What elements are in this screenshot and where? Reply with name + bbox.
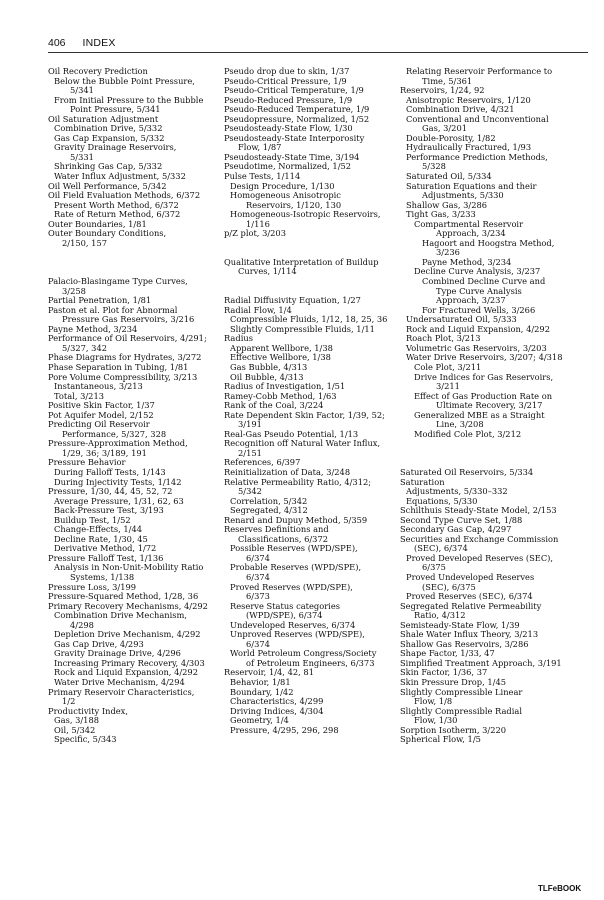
index-subentry: 5/342 [238, 486, 262, 497]
index-subentry: Change-Effects, 1/44 [54, 524, 143, 535]
index-entry: Pseudo-Critical Temperature, 1/9 [224, 85, 364, 96]
index-subentry: Gas Cap Drive, 4/293 [54, 638, 144, 649]
index-subentry: For Fractured Wells, 3/266 [422, 304, 536, 315]
index-subentry: Ultimate Recovery, 3/217 [436, 400, 543, 411]
index-subentry: Payne Method, 3/234 [422, 256, 512, 267]
index-subentry: Classifications, 6/372 [238, 533, 329, 544]
spacer [224, 277, 396, 287]
index-subentry: Segregated, 4/312 [230, 505, 308, 516]
index-entry: Pulse Tests, 1/114 [224, 171, 301, 182]
index-subentry: Boundary, 1/42 [230, 686, 294, 697]
index-entry: Radius [224, 333, 253, 344]
index-subentry: Double-Porosity, 1/82 [406, 132, 496, 143]
index-subentry: Total, 3/213 [54, 390, 105, 401]
index-subentry: 2/150, 157 [62, 237, 108, 248]
page-header [48, 37, 588, 53]
index-entry: Oil Recovery Prediction [48, 66, 148, 76]
index-entry: Simplified Treatment Approach, 3/191 [400, 657, 562, 668]
index-subentry: Water Drive Reservoirs, 3/207; 4/318 [406, 352, 563, 363]
index-subentry: (SEC), 6/375 [422, 581, 476, 592]
index-subentry: Design Procedure, 1/130 [230, 180, 335, 191]
index-entry: Pressure Behavior [48, 457, 126, 468]
index-subentry: Saturated Oil, 5/334 [406, 171, 492, 182]
index-subentry: Ratio, 4/312 [414, 610, 466, 621]
index-subentry: Instantaneous, 3/213 [54, 381, 143, 392]
index-entry: Renard and Dupuy Method, 5/359 [224, 514, 368, 525]
index-subentry: Rock and Liquid Expansion, 4/292 [406, 323, 550, 334]
index-entry: Pseudosteady-State Flow, 1/30 [224, 123, 353, 134]
index-subentry: Performance Prediction Methods, [406, 151, 548, 162]
index-subentry: 1/116 [246, 218, 270, 229]
index-subentry: Possible Reserves (WPD/SPE), [230, 543, 358, 554]
index-subentry: Homogeneous-Isotropic Reservoirs, [230, 209, 381, 220]
index-subentry: Gas, 3/188 [54, 715, 100, 726]
index-entry: Pore Volume Compressibility, 3/213 [48, 371, 198, 382]
index-subentry: 3/211 [436, 381, 460, 392]
index-subentry: Pressure Gas Reservoirs, 3/216 [62, 314, 195, 325]
index-column-2 [224, 67, 396, 735]
index-subentry: Effect of Gas Production Rate on [414, 390, 553, 401]
index-entry: Qualitative Interpretation of Buildup [224, 256, 379, 267]
page-title: INDEX [82, 37, 116, 49]
index-entry: Secondary Gas Cap, 4/297 [400, 524, 512, 535]
index-subentry: Present Worth Method, 6/372 [54, 199, 179, 210]
index-entry: Ramey-Cobb Method, 1/63 [224, 390, 337, 401]
index-entry: Pseudo-Reduced Temperature, 1/9 [224, 104, 370, 115]
index-subentry: Approach, 3/234 [436, 228, 506, 239]
index-subentry: Oil, 5/342 [54, 724, 96, 735]
index-subentry: Line, 3/208 [436, 419, 484, 430]
index-subentry: Hydraulically Fractured, 1/93 [406, 142, 532, 153]
index-subentry: Geometry, 1/4 [230, 715, 289, 726]
spacer [48, 258, 220, 268]
index-subentry: Performance, 5/327, 328 [62, 428, 167, 439]
index-entry: Pressure-Squared Method, 1/28, 36 [48, 591, 199, 602]
index-subentry: Increasing Primary Recovery, 4/303 [54, 657, 205, 668]
footer-watermark: TLFeBOOK [538, 884, 582, 893]
index-entry: Spherical Flow, 1/5 [400, 734, 481, 745]
index-subentry: Equations, 5/330 [406, 495, 478, 506]
index-entry: Pressure Falloff Test, 1/136 [48, 552, 164, 563]
index-subentry: During Injectivity Tests, 1/142 [54, 476, 182, 487]
spacer [400, 449, 572, 459]
index-subentry: Water Drive Mechanism, 4/294 [54, 677, 185, 687]
index-subentry: Roach Plot, 3/213 [406, 333, 481, 344]
index-entry: Phase Diagrams for Hydrates, 3/272 [48, 352, 202, 363]
index-entry: Reserves Definitions and [224, 524, 329, 535]
index-subentry: Cole Plot, 3/211 [414, 361, 482, 372]
index-entry: Pseudo drop due to skin, 1/37 [224, 66, 350, 76]
index-subentry: Gas Bubble, 4/313 [230, 361, 308, 372]
index-subentry: Characteristics, 4/299 [230, 696, 324, 707]
index-subentry: 3/258 [62, 285, 86, 296]
index-entry: Phase Separation in Tubing, 1/81 [48, 361, 189, 372]
index-subentry: Point Pressure, 5/341 [70, 104, 161, 115]
index-subentry: Hagoort and Hoogstra Method, [422, 237, 555, 248]
index-subentry: Time, 5/361 [422, 75, 473, 86]
index-entry: Primary Recovery Mechanisms, 4/292 [48, 600, 208, 611]
index-subentry: Depletion Drive Mechanism, 4/292 [54, 629, 201, 640]
index-entry: Pressure-Approximation Method, [48, 438, 188, 449]
index-subentry: Combination Drive, 4/321 [406, 104, 515, 115]
index-entry: Segregated Relative Permeability [400, 600, 542, 611]
index-subentry: Modified Cole Plot, 3/212 [414, 428, 522, 439]
index-entry: Pot Aquifer Model, 2/152 [48, 409, 154, 420]
index-subentry: Analysis in Non-Unit-Mobility Ratio [54, 562, 204, 573]
index-subentry: Relating Reservoir Performance to [406, 66, 553, 76]
index-entry: Primary Reservoir Characteristics, [48, 686, 195, 697]
index-subentry: Anisotropic Reservoirs, 1/120 [406, 94, 531, 105]
index-entry: Oil Well Performance, 5/342 [48, 180, 167, 191]
index-subentry: Volumetric Gas Reservoirs, 3/203 [406, 342, 547, 353]
index-subentry: (WPD/SPE), 6/374 [246, 610, 323, 621]
index-subentry: Compartmental Reservoir [414, 218, 524, 229]
index-entry: Skin Factor, 1/36, 37 [400, 667, 488, 678]
index-subentry: Gravity Drainage Drive, 4/296 [54, 648, 181, 659]
index-entry: Oil Saturation Adjustment [48, 113, 159, 124]
index-subentry: Combination Drive Mechanism, [54, 610, 188, 621]
index-entry: Reservoirs, 1/24, 92 [400, 85, 485, 96]
index-entry: Oil Field Evaluation Methods, 6/372 [48, 190, 201, 201]
index-column-3 [400, 67, 572, 745]
page-number: 406 [48, 37, 66, 49]
index-subentry: Behavior, 1/81 [230, 677, 291, 687]
index-entry: Pseudopressure, Normalized, 1/52 [224, 113, 370, 124]
index-entry: Palacio-Blasingame Type Curves, [48, 276, 188, 287]
index-subentry: Rate of Return Method, 6/372 [54, 209, 181, 220]
index-subentry: Slightly Compressible Fluids, 1/11 [230, 323, 375, 334]
index-subentry: 6/373 [246, 591, 270, 602]
index-subentry: Homogeneous Anisotropic [230, 190, 341, 201]
index-subentry: Proved Reserves (SEC), 6/374 [406, 591, 533, 602]
index-entry: Outer Boundaries, 1/81 [48, 218, 147, 229]
index-subentry: 5/331 [70, 151, 94, 162]
index-subentry: Approach, 3/237 [436, 295, 506, 306]
index-subentry: 6/374 [246, 552, 270, 563]
index-entry: Pressure, 1/30, 44, 45, 52, 72 [48, 486, 173, 497]
index-entry: Reinitialization of Data, 3/248 [224, 466, 351, 477]
index-subentry: Compressible Fluids, 1/12, 18, 25, 36 [230, 314, 388, 325]
index-subentry: Conventional and Unconventional [406, 113, 549, 124]
index-subentry: 6/374 [246, 571, 270, 582]
spacer [224, 239, 396, 249]
index-subentry: Below the Bubble Point Pressure, [54, 75, 195, 86]
index-subentry: 1/2 [62, 696, 76, 707]
header-rule [48, 52, 588, 53]
index-entry: Outer Boundary Conditions, [48, 228, 167, 239]
index-subentry: Flow, 1/87 [238, 142, 282, 153]
index-subentry: From Initial Pressure to the Bubble [54, 94, 204, 105]
index-subentry: During Falloff Tests, 1/143 [54, 466, 166, 477]
index-subentry: 6/375 [422, 562, 446, 573]
index-entry: Saturated Oil Reservoirs, 5/334 [400, 466, 534, 477]
index-subentry: Combination Drive, 5/332 [54, 123, 163, 134]
index-entry: Schilthuis Steady-State Model, 2/153 [400, 505, 557, 516]
index-entry: Semisteady-State Flow, 1/39 [400, 619, 520, 630]
index-entry: Partial Penetration, 1/81 [48, 295, 152, 306]
index-entry: References, 6/397 [224, 457, 301, 468]
index-entry: Radial Flow, 1/4 [224, 304, 292, 315]
index-subentry: Back-Pressure Test, 3/193 [54, 505, 164, 516]
index-subentry: Derivative Method, 1/72 [54, 543, 157, 554]
index-entry: p/Z plot, 3/203 [224, 228, 286, 239]
index-subentry: 2/151 [238, 447, 262, 458]
index-entry: Paston et al. Plot for Abnormal [48, 304, 178, 315]
index-subentry: Correlation, 5/342 [230, 495, 308, 506]
index-entry: Second Type Curve Set, 1/88 [400, 514, 523, 525]
index-entry: Rate Dependent Skin Factor, 1/39, 52; [224, 409, 385, 420]
index-entry: Pseudo-Critical Pressure, 1/9 [224, 75, 347, 86]
index-entry: Performance of Oil Reservoirs, 4/291; [48, 333, 207, 344]
index-subentry: Average Pressure, 1/31, 62, 63 [54, 495, 184, 506]
index-subentry: Adjustments, 5/330–332 [406, 486, 508, 497]
index-subentry: Probable Reserves (WPD/SPE), [230, 562, 362, 573]
index-subentry: Shrinking Gas Cap, 5/332 [54, 161, 163, 172]
index-subentry: Proved Undeveloped Reserves [406, 571, 535, 582]
index-entry: Radial Diffusivity Equation, 1/27 [224, 295, 361, 306]
index-subentry: World Petroleum Congress/Society [230, 648, 377, 659]
index-subentry: Unproved Reserves (WPD/SPE), [230, 629, 365, 640]
index-subentry: Proved Developed Reserves (SEC), [406, 552, 554, 563]
index-subentry: Water Influx Adjustment, 5/332 [54, 171, 186, 182]
index-entry: Rank of the Coal, 3/224 [224, 400, 324, 411]
index-entry: Pseudosteady-State Interporosity [224, 132, 365, 143]
index-entry: Saturation [400, 476, 445, 487]
index-subentry: Decline Rate, 1/30, 45 [54, 533, 148, 544]
index-entry: Sorption Isotherm, 3/220 [400, 724, 507, 735]
index-subentry: 1/29, 36; 3/189, 191 [62, 447, 147, 458]
spacer [400, 439, 572, 449]
index-entry: Pseudotime, Normalized, 1/52 [224, 161, 352, 172]
index-entry: Real-Gas Pseudo Potential, 1/13 [224, 428, 359, 439]
index-entry: Shale Water Influx Theory, 3/213 [400, 629, 539, 640]
index-subentry: Shallow Gas, 3/286 [406, 199, 488, 210]
index-subentry: Flow, 1/30 [414, 715, 458, 726]
index-subentry: Driving Indices, 4/304 [230, 705, 324, 716]
index-subentry: Adjustments, 5/330 [422, 190, 504, 201]
index-subentry: Gas Cap Expansion, 5/332 [54, 132, 165, 143]
index-subentry: Undersaturated Oil, 5/333 [406, 314, 517, 325]
index-entry: Predicting Oil Reservoir [48, 419, 150, 430]
index-subentry: Tight Gas, 3/233 [406, 209, 476, 220]
spacer [48, 248, 220, 258]
index-entry: Pseudo-Reduced Pressure, 1/9 [224, 94, 353, 105]
index-subentry: Specific, 5/343 [54, 734, 117, 745]
index-subentry: 5/327, 342 [62, 342, 108, 353]
index-subentry: Systems, 1/138 [70, 571, 135, 582]
index-subentry: Curves, 1/114 [238, 266, 297, 277]
index-entry: Pseudosteady-State Time, 3/194 [224, 151, 360, 162]
index-entry: Positive Skin Factor, 1/37 [48, 400, 155, 411]
index-entry: Securities and Exchange Commission [400, 533, 559, 544]
index-subentry: Type Curve Analysis [436, 285, 522, 296]
index-subentry: Saturation Equations and their [406, 180, 537, 191]
index-subentry: 5/341 [70, 85, 94, 96]
index-subentry: Rock and Liquid Expansion, 4/292 [54, 667, 198, 678]
index-entry: Slightly Compressible Linear [400, 686, 523, 697]
index-subentry: Buildup Test, 1/52 [54, 514, 131, 525]
index-subentry: Apparent Wellbore, 1/38 [230, 342, 333, 353]
index-subentry: 5/328 [422, 161, 446, 172]
index-subentry: Effective Wellbore, 1/38 [230, 352, 331, 363]
index-subentry: Pressure, 4/295, 296, 298 [230, 724, 339, 735]
index-column-1 [48, 67, 220, 745]
index-entry: Productivity Index, [48, 705, 128, 716]
index-subentry: Flow, 1/8 [414, 696, 453, 707]
index-entry: Shape Factor, 1/33, 47 [400, 648, 495, 659]
index-entry: Reservoir, 1/4, 42, 81 [224, 667, 314, 678]
index-subentry: of Petroleum Engineers, 6/373 [246, 657, 375, 668]
index-subentry: Generalized MBE as a Straight [414, 409, 545, 420]
index-entry: Relative Permeability Ratio, 4/312; [224, 476, 372, 487]
index-subentry: Oil Bubble, 4/313 [230, 371, 304, 382]
index-entry: Shallow Gas Reservoirs, 3/286 [400, 638, 529, 649]
index-subentry: Reserve Status categories [230, 600, 340, 611]
index-entry: Skin Pressure Drop, 1/45 [400, 677, 507, 687]
index-entry: Recognition off Natural Water Influx, [224, 438, 381, 449]
index-subentry: (SEC), 6/374 [414, 543, 468, 554]
index-subentry: 4/298 [70, 619, 94, 630]
index-entry: Slightly Compressible Radial [400, 705, 522, 716]
index-subentry: Proved Reserves (WPD/SPE), [230, 581, 353, 592]
index-subentry: Reservoirs, 1/120, 130 [246, 199, 342, 210]
index-subentry: Decline Curve Analysis, 3/237 [414, 266, 541, 277]
index-subentry: Gas, 3/201 [422, 123, 468, 134]
index-subentry: Undeveloped Reserves, 6/374 [230, 619, 356, 630]
index-subentry: Drive Indices for Gas Reservoirs, [414, 371, 554, 382]
index-entry: Radius of Investigation, 1/51 [224, 381, 346, 392]
index-subentry: 6/374 [246, 638, 270, 649]
index-subentry: Combined Decline Curve and [422, 276, 546, 287]
index-entry: Pressure Loss, 3/199 [48, 581, 137, 592]
index-entry: Payne Method, 3/234 [48, 323, 138, 334]
index-subentry: 3/191 [238, 419, 262, 430]
index-subentry: 3/236 [436, 247, 460, 258]
index-subentry: Gravity Drainage Reservoirs, [54, 142, 177, 153]
